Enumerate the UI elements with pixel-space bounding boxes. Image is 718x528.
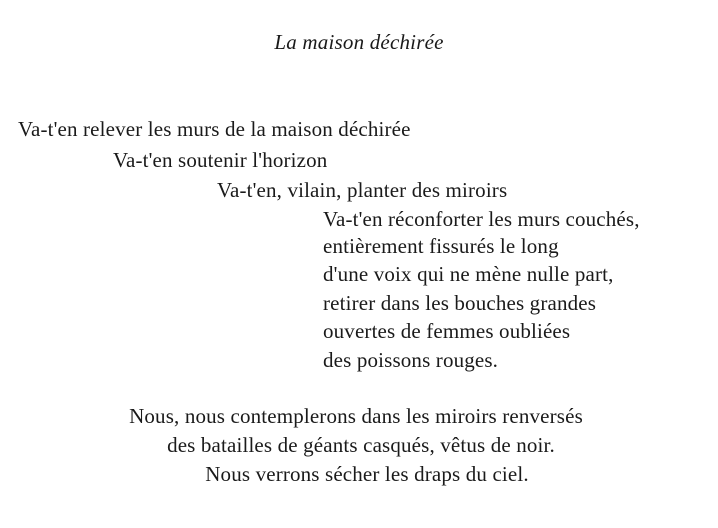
poem-line: Nous verrons sécher les draps du ciel. xyxy=(205,462,529,486)
poem-line: ouvertes de femmes oubliées xyxy=(323,319,571,343)
poem-line: entièrement fissurés le long xyxy=(323,234,559,258)
poem-line: Nous, nous contemplerons dans les miroirs renversés xyxy=(129,404,583,428)
poem-line: Va-t'en soutenir l'horizon xyxy=(113,148,328,172)
poem-line: retirer dans les bouches grandes xyxy=(323,291,597,315)
poem-line: Va-t'en réconforter les murs couchés, xyxy=(323,207,640,231)
poem-line: d'une voix qui ne mène nulle part, xyxy=(323,262,614,286)
poem-line: Va-t'en, vilain, planter des miroirs xyxy=(217,178,508,202)
poem-line: des poissons rouges. xyxy=(323,348,499,372)
poem-title: La maison déchirée xyxy=(274,30,444,54)
poem-line: Va-t'en relever les murs de la maison déchirée xyxy=(18,117,411,141)
poem-line: des batailles de géants casqués, vêtus de noir. xyxy=(167,433,555,457)
